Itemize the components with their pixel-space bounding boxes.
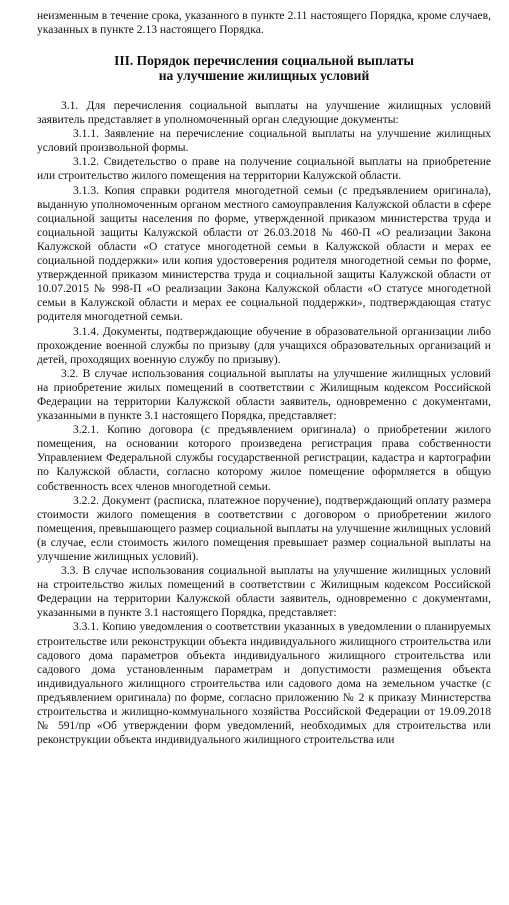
paragraph-3-1-2: 3.1.2. Свидетельство о праве на получение социальной выплаты на приобретение или строительство жилого помещения на территории Калужской области. <box>37 156 491 183</box>
intro-paragraph: неизменным в течение срока, указанного в пункте 2.11 настоящего Порядка, кроме случаев, указанных в пункте 2.13 настоящего Порядка. <box>37 10 491 37</box>
section-title-line-2: на улучшение жилищных условий <box>158 67 370 83</box>
paragraph-3-1-3: 3.1.3. Копия справки родителя многодетной семьи (с предъявлением оригинала), выданную уполномоченным органом местного самоуправления Калужской области в сфере социальной защиты населения по форме, утвержденной приказом министерства труда и социальной защиты Калужской области от 26.03.2018 № 460-П «О реализации Закона Калужской области «О статусе многодетной семьи в Калужской области и мерах ее социальной поддержки» или копия удостоверения родителя многодетной семьи по форме, утвержденной приказом министерства труда и социальной защиты Калужской области от 10.07.2015 № 998-П «О реализации Закона Калужской области «О статусе многодетной семьи в Калужской области и мерах ее социальной поддержки», подтверждающая статус родителя многодетной семьи. <box>37 184 491 324</box>
paragraph-3-2-1: 3.2.1. Копию договора (с предъявлением оригинала) о приобретении жилого помещения, на основании которого произведена регистрация права собственности Управлением Федеральной службы государственной регистрации, кадастра и картографии по Калужской области, согласно которому жилое помещение оформляется в общую собственность всех членов многодетной семьи. <box>37 424 491 493</box>
paragraph-3-3-1: 3.3.1. Копию уведомления о соответствии указанных в уведомлении о планируемых строительстве или реконструкции объекта индивидуального жилищного строительства или садового дома параметров объекта индивидуального жилищного строительства или садового дома установленным параметрам и допустимости размещения объекта индивидуального жилищного строительства или садового дома на земельном участке (с предъявлением оригинала) по форме, согласно приложению № 2 к приказу Министерства строительства и жилищно-коммунального хозяйства Российской Федерации от 19.09.2018 № 591/пр «Об утверждении форм уведомлений, необходимых для строительства или реконструкции объекта индивидуального жилищного строительства или <box>37 621 491 747</box>
paragraph-3-3: 3.3. В случае использования социальной выплаты на улучшение жилищных условий на строительство жилых помещений в соответствии с Жилищным кодексом Российской Федерации на территории Калужской области заявитель, одновременно с документами, указанными в пункте 3.1 настоящего Порядка, представляет: <box>37 565 491 620</box>
paragraph-3-1: 3.1. Для перечисления социальной выплаты на улучшение жилищных условий заявитель представляет в уполномоченный орган следующие документы: <box>37 100 491 127</box>
section-title-line-1: III. Порядок перечисления социальной выплаты <box>114 53 414 69</box>
paragraph-3-2-2: 3.2.2. Документ (расписка, платежное поручение), подтверждающий оплату размера стоимости жилого помещения в соответствии с договором о приобретении жилого помещения, превышающего размер социальной выплаты на улучшение жилищных условий (в случае, если стоимость жилого помещения превышает размер социальной выплаты на улучшение жилищных условий). <box>37 494 491 563</box>
paragraph-3-1-1: 3.1.1. Заявление на перечисление социальной выплаты на улучшение жилищных условий произвольной формы. <box>37 128 491 155</box>
section-heading <box>37 54 491 83</box>
paragraph-3-2: 3.2. В случае использования социальной выплаты на улучшение жилищных условий на приобретение жилых помещений в соответствии с Жилищным кодексом Российской Федерации на территории Калужской области заявитель, одновременно с документами, указанными в пункте 3.1 настоящего Порядка, представляет: <box>37 367 491 423</box>
paragraph-3-1-4: 3.1.4. Документы, подтверждающие обучение в образовательной организации либо прохождение военной службы по призыву (для учащихся образовательных организаций и детей, проходящих военную службу по призыву). <box>37 325 491 366</box>
